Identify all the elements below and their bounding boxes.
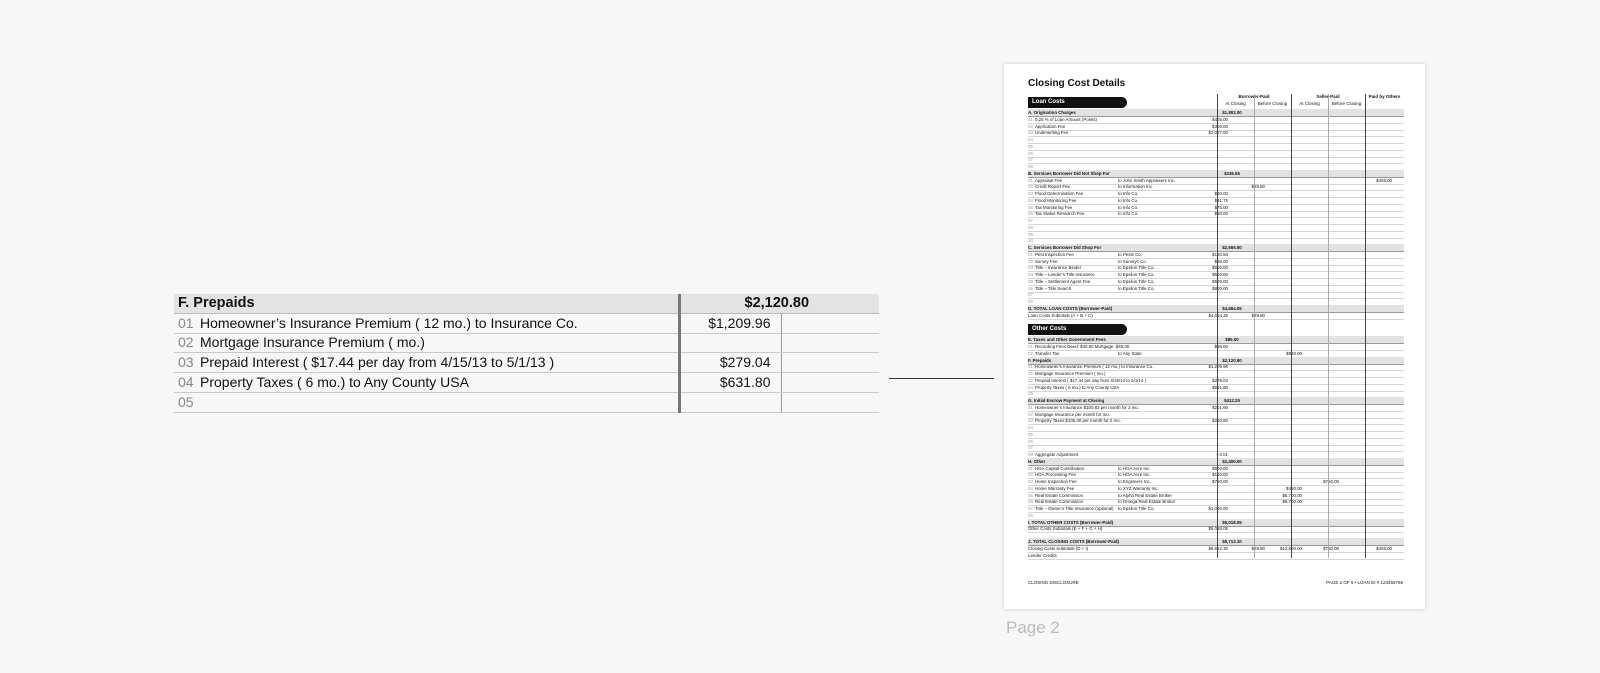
thumb-row-number: 04 [1028,137,1033,142]
thumb-amount-bac: $75.00 [1214,204,1228,210]
thumb-column-line [1328,94,1329,558]
thumb-row-number: 02 [1028,472,1033,478]
thumb-row-label: Prepaid Interest ( $17.44 per day from 4/15/13 to 5/1/13 ) [1035,377,1147,383]
thumb-section-total: $2,120.80 [1222,357,1242,363]
thumb-row-payee: to HOA Acre Inc. [1118,465,1151,471]
thumb-row-label: D. TOTAL LOAN COSTS (Borrower-Paid) [1028,305,1113,311]
thumb-row-label: C. Services Borrower Did Shop For [1028,245,1102,250]
thumb-row-number: 06 [1028,499,1033,505]
thumb-amount-bac: $201.66 [1212,404,1228,410]
thumb-row-number: 01 [1028,404,1033,410]
thumb-amount-bac: $5,018.05 [1208,526,1228,532]
thumb-row-number: 10 [1028,238,1033,244]
loan-costs-tab: Loan Costs [1028,97,1127,108]
thumb-row-number: 06 [1028,150,1033,156]
thumb-amount-bac: $300.00 [1212,123,1228,129]
thumb-amount-bac: $210.60 [1212,418,1228,424]
thumb-amount-sac: $450.00 [1286,485,1302,491]
thumb-row-number: 05 [1028,278,1033,284]
prepaids-row-desc [174,333,679,353]
thumb-row-payee: to Alpha Real Estate Broker [1118,492,1172,498]
thumb-row-payee: to John Smith Appraisers Inc. [1118,177,1176,183]
thumb-row-payee: to Info Co. [1118,204,1139,210]
thumb-row-number: 01 [1028,364,1033,370]
thumb-amount-sac: $5,700.00 [1282,499,1302,505]
thumb-row-label: HOA Capital Contribution [1035,465,1085,471]
doc-title: Closing Cost Details [1028,78,1126,89]
thumb-row-number: 02 [1028,411,1033,417]
thumb-row-payee: to Epsilon Title Co. [1118,272,1155,277]
col-borrower-at-closing: At Closing [1225,101,1246,106]
col-seller-at-closing: At Closing [1299,101,1320,106]
thumb-row-label: Credit Report Fee [1035,184,1070,190]
thumb-row-number: 09 [1028,231,1033,237]
thumb-row-number: 03 [1028,377,1033,383]
col-borrower-before-closing: Before Closing [1257,101,1288,106]
thumb-amount-oth: $405.00 [1376,545,1392,551]
thumb-row-number: 03 [1028,130,1033,136]
thumb-amount-bac: $650.00 [1212,265,1228,271]
thumb-column-line [1217,94,1218,558]
prepaids-row-before-closing [781,313,879,333]
footer-right: PAGE 2 OF 5 • LOAN ID # 123456789 [1326,580,1403,585]
thumb-row-label: H. Other [1028,458,1046,464]
thumb-row-payee: to Epsilon Title Co. [1118,265,1155,271]
thumb-row-number: 08 [1028,164,1033,169]
col-seller-paid: Seller-Paid [1316,94,1340,99]
row-number: 01 [178,314,194,331]
thumb-row-number: 04 [1028,425,1033,430]
thumb-row-label: Homeowner’s Insurance Premium ( 12 mo.) to Insurance Co. [1035,364,1154,370]
thumb-amount-bac: $120.50 [1212,251,1228,257]
thumb-row-label: Title – Lender’s Title Insurance [1035,272,1095,277]
thumb-amount-bac: $31.75 [1214,197,1228,203]
thumb-row-label: Title – Owner’s Title Insurance (optional) [1035,506,1114,511]
thumb-amount-bac: $279.04 [1212,377,1228,383]
thumb-row-number: 05 [1028,391,1033,397]
thumb-row-number: 07 [1028,218,1033,223]
thumb-row-number: 03 [1028,418,1033,424]
row-text: Homeowner’s Insurance Premium ( 12 mo.) to Insurance Co. [200,314,578,331]
thumb-row-number: 04 [1028,384,1033,390]
prepaids-title: F. Prepaids [174,294,679,313]
thumb-row-payee: to Epsilon Title Co. [1118,285,1155,291]
thumb-row-number: 02 [1028,258,1033,264]
thumb-row-number: 05 [1028,492,1033,498]
prepaids-row-desc [174,313,679,333]
thumb-row-number: 05 [1028,143,1033,149]
thumb-amount-sac: $5,700.00 [1282,492,1302,498]
thumb-row-label: Underwriting Fee [1035,130,1069,136]
thumb-row-number: 08 [1028,452,1033,457]
thumb-row-payee: to Epsilon Title Co. [1118,278,1155,284]
thumb-row-number: 08 [1028,224,1033,230]
thumb-row-label: Lender Credits [1028,552,1057,558]
thumb-row-label: Home Inspection Fee [1035,479,1077,484]
thumb-column-line [1365,94,1366,558]
thumb-row [1028,552,1404,560]
thumb-row-label: Recording Fees Deed: $40.00 Mortgage: $45.00 [1035,344,1130,349]
thumb-row-label: Homeowner’s Insurance $100.83 per month for 2 mo. [1035,404,1140,410]
thumb-row-number: 02 [1028,123,1033,129]
thumb-section-total: $412.25 [1224,398,1240,403]
thumb-amount-sac: $950.00 [1286,350,1302,356]
row-text: Prepaid Interest ( $17.44 per day from 4/15/13 to 5/1/13 ) [200,354,555,371]
thumb-amount-bbc: $29.80 [1251,312,1265,318]
thumb-row-number: 01 [1028,251,1033,257]
thumb-row-label: J. TOTAL CLOSING COSTS (Borrower-Paid) [1028,539,1119,544]
thumb-row-label: Property Taxes $105.30 per month for 2 mo. [1035,418,1121,424]
prepaids-row-amount: $631.80 [679,373,781,393]
thumb-section-total: $1,802.00 [1222,110,1242,115]
thumb-row-label: Pest Inspection Fee [1035,251,1074,257]
thumb-amount-bac: $631.80 [1212,384,1228,390]
thumb-row-label: Tax Monitoring Fee [1035,204,1073,210]
thumb-row-number: 01 [1028,177,1033,183]
thumb-amount-oth: $405.00 [1376,177,1392,183]
thumb-amount-bac: $4,664.25 [1208,312,1228,318]
thumb-row-number: 04 [1028,485,1033,491]
thumb-row-number: 08 [1028,512,1033,518]
thumb-section-total: $5,018.05 [1222,519,1242,525]
thumb-row-payee: to Epsilon Title Co. [1118,506,1155,511]
thumb-amount-bac: $80.00 [1214,211,1228,217]
prepaids-zoom-table [174,294,879,413]
thumb-row-label: F. Prepaids [1028,357,1052,363]
thumb-section-total: $85.00 [1225,337,1239,343]
thumb-row-label: Other Costs Subtotals (E + F + G + H) [1028,526,1103,532]
thumb-row [1028,525,1404,533]
col-borrower-paid: Borrower-Paid [1238,94,1270,99]
thumb-row-payee: to Any State [1118,350,1142,356]
thumb-row-label: Home Warranty Fee [1035,485,1075,491]
thumb-row-payee: to Info Co. [1118,191,1139,196]
thumb-column-line [1291,94,1292,558]
thumb-amount-bac: $800.00 [1212,285,1228,291]
thumb-row-label: Mortgage Insurance Premium ( mo.) [1035,371,1106,376]
thumb-section-total: $4,694.05 [1222,305,1242,311]
thumb-amount-bac: $750.00 [1212,479,1228,484]
thumb-row-label: Title – Insurance Binder [1035,265,1082,271]
thumb-row-label: Title – Settlement Agent Fee [1035,278,1091,284]
thumb-row-payee: to XYZ Warranty Inc. [1118,485,1159,491]
thumb-row-number: 04 [1028,197,1033,203]
col-paid-by-others: Paid by Others [1368,94,1401,99]
thumb-amount-bac: $500.00 [1212,465,1228,471]
thumb-row-label: E. Taxes and Other Government Fees [1028,337,1106,343]
thumb-section-total: $236.55 [1224,170,1240,176]
prepaids-row-amount [679,392,781,412]
row-number: 02 [178,334,194,351]
row-text: Mortgage Insurance Premium ( mo.) [200,334,425,351]
thumb-row-number: 02 [1028,371,1033,376]
thumb-row-number: 04 [1028,272,1033,277]
row-number: 03 [178,354,194,371]
thumb-amount-bbc: $29.80 [1251,545,1265,551]
thumb-amount-bac: – 0.01 [1215,452,1228,457]
thumb-amount-bbc: $29.80 [1251,184,1265,190]
thumb-amount-bac: $500.00 [1212,278,1228,284]
prepaids-row-desc [174,392,679,412]
other-costs-tab: Other Costs [1028,324,1127,335]
thumb-row-number: 06 [1028,438,1033,444]
thumb-row-number: 06 [1028,285,1033,291]
prepaids-total: $2,120.80 [679,294,879,313]
thumb-amount-sac: $12,800.00 [1280,545,1302,551]
closing-disclosure-page-thumbnail[interactable] [1004,64,1425,609]
thumb-row-label: Loan Costs Subtotals (A + B + C) [1028,312,1093,318]
thumb-section-total: $2,400.00 [1222,458,1242,464]
thumb-row-payee: to Engineers Inc. [1118,479,1151,484]
thumb-row-payee: to Omega Real Estate Broker [1118,499,1176,505]
thumb-row-label: I. TOTAL OTHER COSTS (Borrower-Paid) [1028,519,1114,525]
prepaids-header-row [174,294,879,313]
thumb-amount-sbc: $750.00 [1323,479,1339,484]
thumb-row-number: 01 [1028,344,1033,349]
thumb-row-number: 06 [1028,211,1033,217]
thumb-row-number: 02 [1028,184,1033,190]
page-label: Page 2 [1006,618,1060,637]
thumb-row-number: 02 [1028,350,1033,356]
thumb-row-number: 05 [1028,204,1033,210]
thumb-row-payee: to Info Co. [1118,197,1139,203]
thumb-section-total: $9,712.10 [1222,539,1242,544]
thumb-amount-bac: $9,682.30 [1208,545,1228,551]
thumb-row-label: Transfer Tax [1035,350,1060,356]
thumb-row-label: Property Taxes ( 6 mo.) to Any County USA [1035,384,1120,390]
thumb-row-label: Real Estate Commission [1035,499,1084,505]
thumb-row-label: Tax Status Research Fee [1035,211,1085,217]
thumb-row-number: 05 [1028,431,1033,437]
thumb-row-number: 03 [1028,265,1033,271]
thumb-row-label: Closing Costs Subtotals (D + I) [1028,545,1089,551]
thumb-row-number: 07 [1028,445,1033,451]
prepaids-row-before-closing [781,333,879,353]
row-number: 05 [178,393,194,410]
thumb-section-total: $2,655.50 [1222,245,1242,250]
thumb-row-label: Application Fee [1035,123,1066,129]
thumb-row-number: 07 [1028,292,1033,298]
thumb-row-payee: to Pests Co. [1118,251,1142,257]
footer-left: CLOSING DISCLOSURE [1028,580,1079,585]
thumb-row [1028,312,1404,320]
thumb-amount-bac: $150.00 [1212,472,1228,478]
thumb-amount-bac: $85.00 [1214,258,1228,264]
thumb-row-payee: to Information Inc. [1118,184,1154,190]
thumb-column-line [1254,94,1255,558]
thumb-row-payee: to Surveys Co. [1118,258,1147,264]
thumb-row-label: B. Services Borrower Did Not Shop For [1028,170,1110,176]
thumb-row-payee: to Info Co. [1118,211,1139,217]
thumb-amount-bac: $1,000.00 [1208,506,1228,511]
thumb-amount-bac: $500.00 [1212,272,1228,277]
thumb-row-label: Mortgage Insurance per month for mo. [1035,411,1110,417]
thumb-row-number: 03 [1028,479,1033,484]
thumb-row-label: G. Initial Escrow Payment at Closing [1028,398,1105,403]
row-number: 04 [178,374,194,391]
thumb-amount-bac: $1,097.00 [1208,130,1228,136]
prepaids-row-before-closing [781,353,879,373]
col-seller-before-closing: Before Closing [1331,101,1362,106]
thumb-amount-bac: $85.00 [1214,344,1228,349]
prepaids-row-amount [679,333,781,353]
thumb-row-number: 07 [1028,506,1033,511]
thumb-row-payee: to HOA Acre Inc. [1118,472,1151,478]
row-text: Property Taxes ( 6 mo.) to Any County USA [200,374,469,391]
thumb-row-number: 01 [1028,465,1033,471]
thumb-amount-sbc: $750.00 [1323,545,1339,551]
thumb-amount-bac: $405.00 [1212,116,1228,122]
thumb-row-label: A. Origination Charges [1028,110,1076,115]
prepaids-row-amount: $1,209.96 [679,313,781,333]
thumb-row-number: 01 [1028,116,1033,122]
prepaids-row-before-closing [781,373,879,393]
thumb-row-label: HOA Processing Fee [1035,472,1076,478]
thumb-amount-bac: $1,209.96 [1208,364,1228,370]
thumb-row-number: 03 [1028,191,1033,196]
thumb-row-number: 07 [1028,157,1033,163]
prepaids-row-desc [174,353,679,373]
thumb-row-label: Real Estate Commission [1035,492,1084,498]
prepaids-row-before-closing [781,392,879,412]
thumb-row-label: Flood Monitoring Fee [1035,197,1077,203]
prepaids-row [174,313,879,333]
prepaids-row [174,333,879,353]
prepaids-row [174,392,879,412]
thumb-row-label: Flood Determination Fee [1035,191,1084,196]
prepaids-row [174,353,879,373]
thumb-row-number: 08 [1028,299,1033,304]
thumb-row-label: Aggregate Adjustment [1035,452,1079,457]
prepaids-row [174,373,879,393]
thumb-row-label: 0.25 % of Loan Amount (Points) [1035,116,1097,122]
thumb-row-label: Survey Fee [1035,258,1058,264]
thumb-row-label: Appraisal Fee [1035,177,1063,183]
prepaids-row-desc [174,373,679,393]
thumb-amount-bac: $20.00 [1214,191,1228,196]
thumb-row-label: Title – Title Search [1035,285,1072,291]
prepaids-row-amount: $279.04 [679,353,781,373]
callout-connector-line [889,378,994,379]
